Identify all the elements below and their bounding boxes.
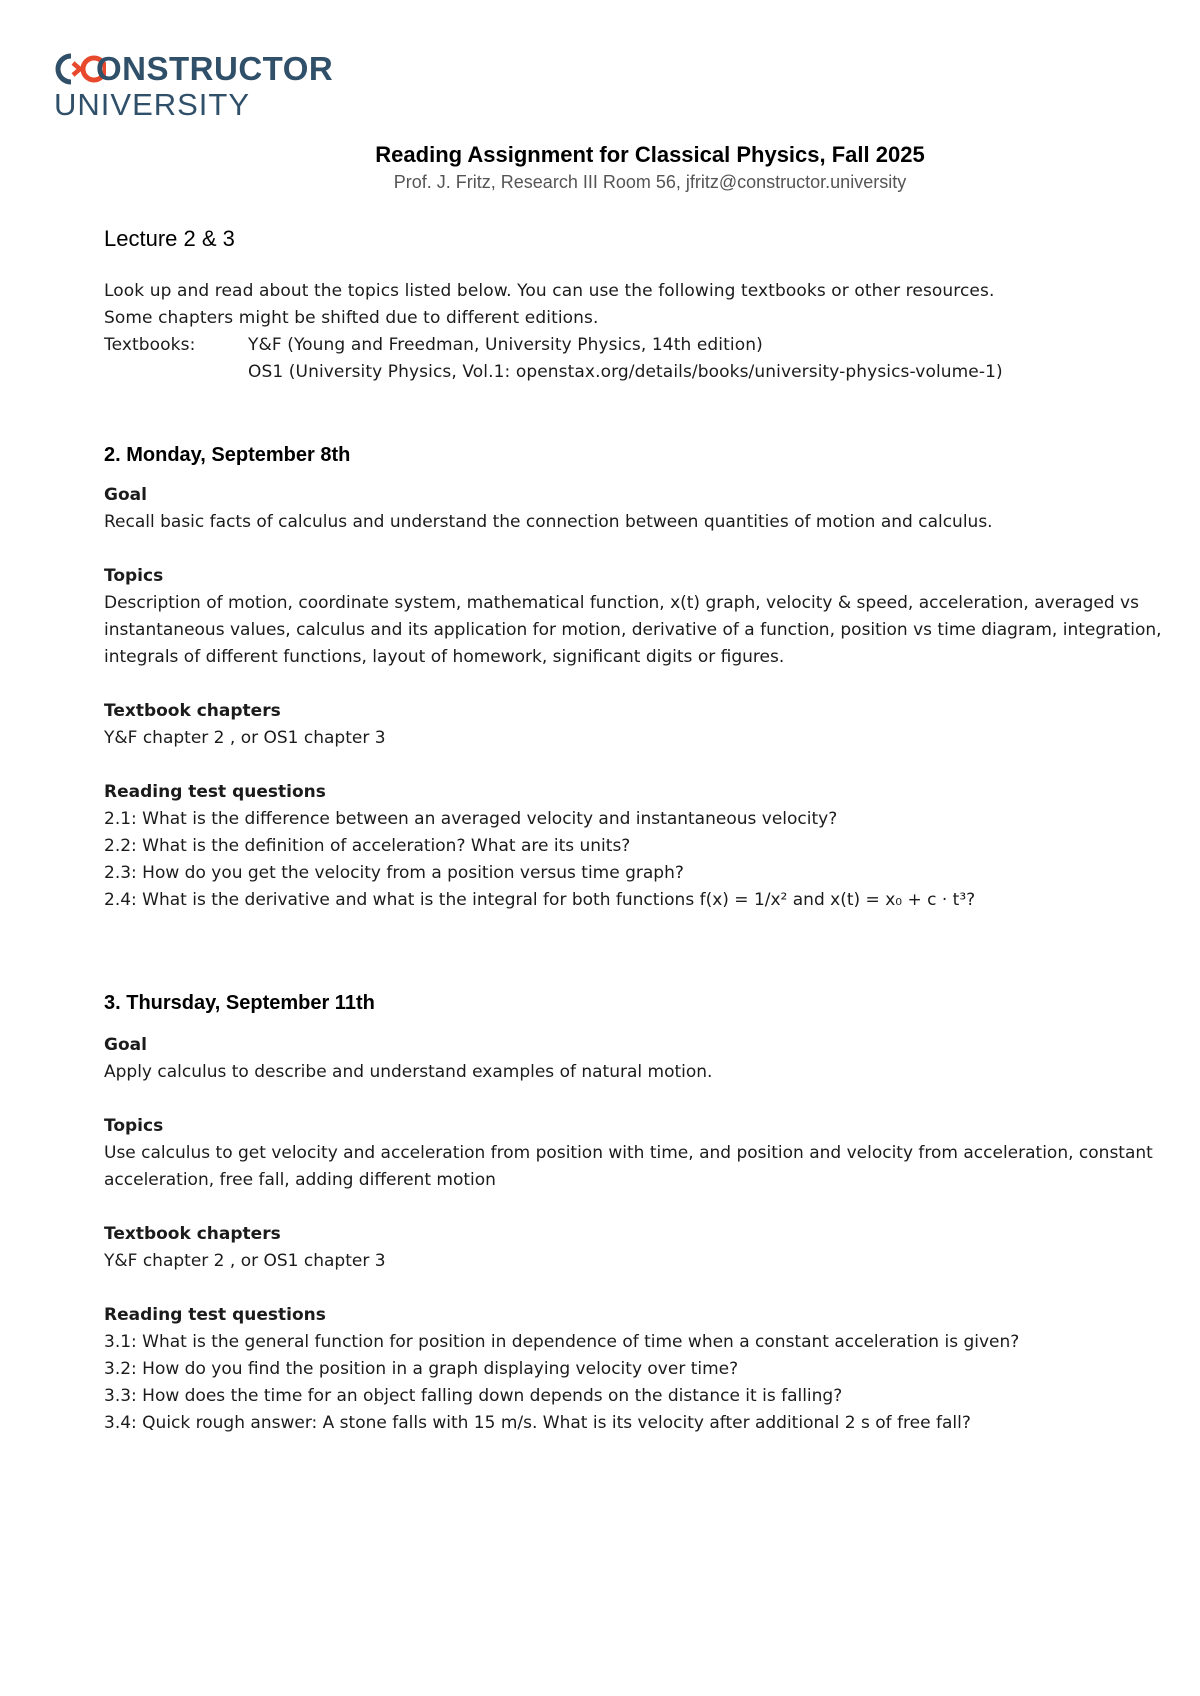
goal-label: Goal [104,1035,147,1055]
goal-text: Apply calculus to describe and understand examples of natural motion. [104,1062,713,1082]
intro-line-2: Some chapters might be shifted due to different editions. [104,308,599,328]
question-item: 2.3: How do you get the velocity from a position versus time graph? [104,863,684,883]
topics-text: Use calculus to get velocity and acceleration from position with time, and position and velocity from acceleration, constant acceleration, free fall, adding different motion [104,1143,1153,1190]
section-title: 2. Monday, September 8th [104,444,351,466]
topics-text: Description of motion, coordinate system, mathematical function, x(t) graph, velocity & speed, acceleration, averaged vs instantaneous values, calculus and its application for motion, derivative of a function, position vs time diagram, integration, integrals of different functions, layout of homework, significant digits or figures. [104,593,1162,667]
question-item: 3.1: What is the general function for position in dependence of time when a constant acceleration is given? [104,1332,1020,1352]
textbook-yf: Y&F (Young and Freedman, University Physics, 14th edition) [248,335,763,355]
university-logo [54,50,333,122]
topics-label: Topics [104,566,164,586]
textbooks-label: Textbooks: [104,335,196,355]
intro-block [104,278,1164,386]
section-body [104,482,1164,914]
chapters-text: Y&F chapter 2 , or OS1 chapter 3 [104,1251,386,1271]
document-subtitle: Prof. J. Fritz, Research III Room 56, jfritz@constructor.university [393,172,907,192]
question-item: 3.3: How does the time for an object falling down depends on the distance it is falling? [104,1386,843,1406]
document-title: Reading Assignment for Classical Physics, Fall 2025 [375,142,925,167]
textbook-os1: OS1 (University Physics, Vol.1: openstax.org/details/books/university-physics-volume-1) [248,362,1003,382]
questions-label: Reading test questions [104,782,326,802]
lecture-heading: Lecture 2 & 3 [104,226,235,251]
goal-label: Goal [104,485,147,505]
topics-label: Topics [104,1116,164,1136]
question-item: 3.4: Quick rough answer: A stone falls with 15 m/s. What is its velocity after additional 2 s of free fall? [104,1413,971,1433]
goal-text: Recall basic facts of calculus and understand the connection between quantities of motion and calculus. [104,512,993,532]
section-title: 3. Thursday, September 11th [104,992,375,1014]
questions-label: Reading test questions [104,1305,326,1325]
logo-wordmark-bottom: UNIVERSITY [54,87,251,122]
question-item: 3.2: How do you find the position in a graph displaying velocity over time? [104,1359,739,1379]
question-item: 2.2: What is the definition of acceleration? What are its units? [104,836,631,856]
question-item: 2.1: What is the difference between an averaged velocity and instantaneous velocity? [104,809,838,829]
chapters-label: Textbook chapters [104,1224,281,1244]
intro-line-1: Look up and read about the topics listed below. You can use the following textbooks or other resources. [104,281,995,301]
chapters-text: Y&F chapter 2 , or OS1 chapter 3 [104,728,386,748]
textbook-row-2 [104,359,1164,386]
question-item: 2.4: What is the derivative and what is the integral for both functions f(x) = 1/x² and x(t) = x₀ + c · t³? [104,890,976,910]
textbook-row-1 [104,332,1164,359]
section-body [104,1032,1164,1437]
chapters-label: Textbook chapters [104,701,281,721]
logo-wordmark-top: ONSTRUCTOR [96,50,334,87]
